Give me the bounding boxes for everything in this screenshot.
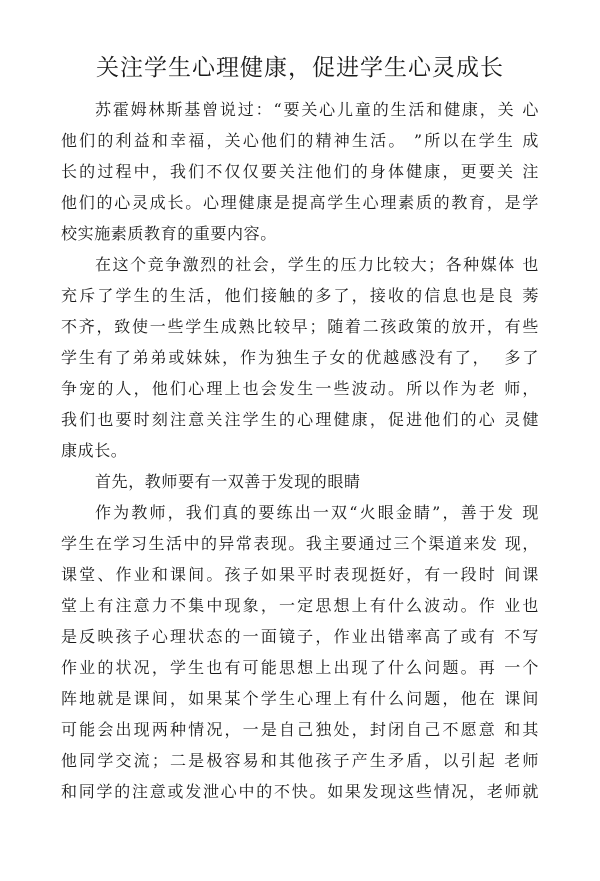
text-line: 阵地就是课间，如果某个学生心理上有什么问题，他在 课间 xyxy=(61,689,539,708)
text-line: 我们也要时刻注意关注学生的心理健康，促进他们的心 灵健 xyxy=(61,410,539,429)
text-line: 在这个竞争激烈的社会，学生的压力比较大；各种媒体 也 xyxy=(95,255,539,274)
text-line: 作业的状况，学生也有可能思想上出现了什么问题。再 一个 xyxy=(61,658,539,677)
text-line: 争宠的人，他们心理上也会发生一些波动。所以作为老 师， xyxy=(61,379,539,398)
text-line: 他们的心灵成长。心理健康是提高学生心理素质的教育，是学 xyxy=(61,193,539,212)
paragraph-2 xyxy=(61,249,539,466)
paragraph-1 xyxy=(61,94,539,249)
text-line: 校实施素质教育的重要内容。 xyxy=(61,224,277,243)
text-line: 他同学交流；二是极容易和其他孩子产生矛盾，以引起 老师 xyxy=(61,751,539,770)
text-line: 和同学的注意或发泄心中的不快。如果发现这些情况，老师就 xyxy=(61,782,539,801)
text-line: 课堂、作业和课间。孩子如果平时表现挺好，有一段时 间课 xyxy=(61,565,539,584)
text-line: 充斥了学生的生活，他们接触的多了，接收的信息也是良 莠 xyxy=(61,286,539,305)
text-line: 堂上有注意力不集中现象，一定思想上有什么波动。作 业也 xyxy=(61,596,539,615)
text-line: 苏霍姆林斯基曾说过：“要关心儿童的生活和健康，关 心 xyxy=(95,100,539,119)
section-heading xyxy=(61,466,539,497)
text-line: 长的过程中，我们不仅仅要关注他们的身体健康，更要关 注 xyxy=(61,162,539,181)
text-line: 学生在学习生活中的异常表现。我主要通过三个渠道来发 现， xyxy=(61,534,539,553)
text-line: 康成长。 xyxy=(61,441,128,460)
paragraph-4 xyxy=(61,497,539,807)
text-line: 他们的利益和幸福，关心他们的精神生活。 ”所以在学生 成 xyxy=(61,131,539,150)
document-title: 关注学生心理健康，促进学生心灵成长 xyxy=(96,55,504,81)
document-body xyxy=(61,94,539,807)
text-line: 不齐，致使一些学生成熟比较早；随着二孩政策的放开，有些 xyxy=(61,317,539,336)
text-line: 是反映孩子心理状态的一面镜子，作业出错率高了或有 不写 xyxy=(61,627,539,646)
text-line: 作为教师，我们真的要练出一双“火眼金睛”，善于发 现 xyxy=(95,503,539,522)
text-line: 学生有了弟弟或妹妹，作为独生子女的优越感没有了， 多了 xyxy=(61,348,539,367)
text-line: 首先，教师要有一双善于发现的眼睛 xyxy=(95,472,361,491)
text-line: 可能会出现两种情况，一是自己独处，封闭自己不愿意 和其 xyxy=(61,720,539,739)
